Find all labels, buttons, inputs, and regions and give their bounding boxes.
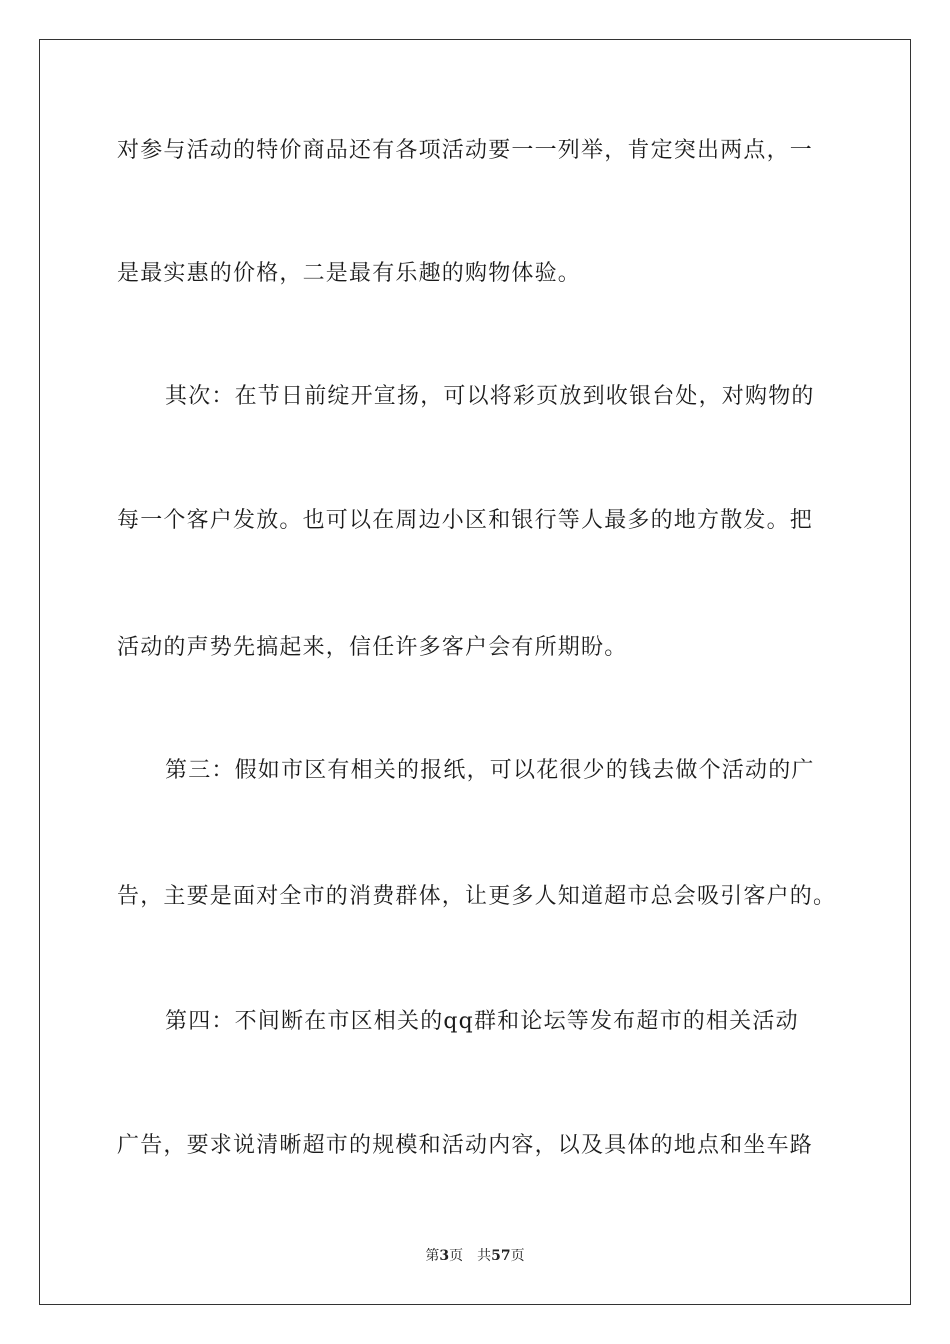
text-line: 活动的声势先搞起来，信任许多客户会有所期盼。 (117, 635, 628, 660)
text-line: 广告，要求说清晰超市的规模和活动内容，以及具体的地点和坐车路 (117, 1133, 814, 1158)
page-number: 3 (439, 1248, 450, 1264)
page-footer (0, 1247, 950, 1265)
total-prefix: 共 (477, 1248, 492, 1264)
page-prefix: 第 (425, 1248, 440, 1264)
text-line: 每一个客户发放。也可以在周边小区和银行等人最多的地方散发。把 (117, 508, 814, 533)
page-suffix: 页 (449, 1248, 464, 1264)
text-line: 告，主要是面对全市的消费群体，让更多人知道超市总会吸引客户的。 (117, 884, 837, 909)
paragraph-start-line: 第三：假如市区有相关的报纸，可以花很少的钱去做个活动的广 (165, 758, 815, 783)
text-line: 对参与活动的特价商品还有各项活动要一一列举，肯定突出两点，一 (117, 138, 814, 163)
total-suffix: 页 (510, 1248, 525, 1264)
paragraph-start-line: 第四：不间断在市区相关的qq群和论坛等发布超市的相关活动 (165, 1009, 799, 1034)
text-line: 是最实惠的价格，二是最有乐趣的购物体验。 (117, 261, 582, 286)
total-pages: 57 (491, 1248, 511, 1264)
paragraph-start-line: 其次：在节日前绽开宣扬，可以将彩页放到收银台处，对购物的 (165, 384, 815, 409)
page-border (39, 39, 911, 1305)
